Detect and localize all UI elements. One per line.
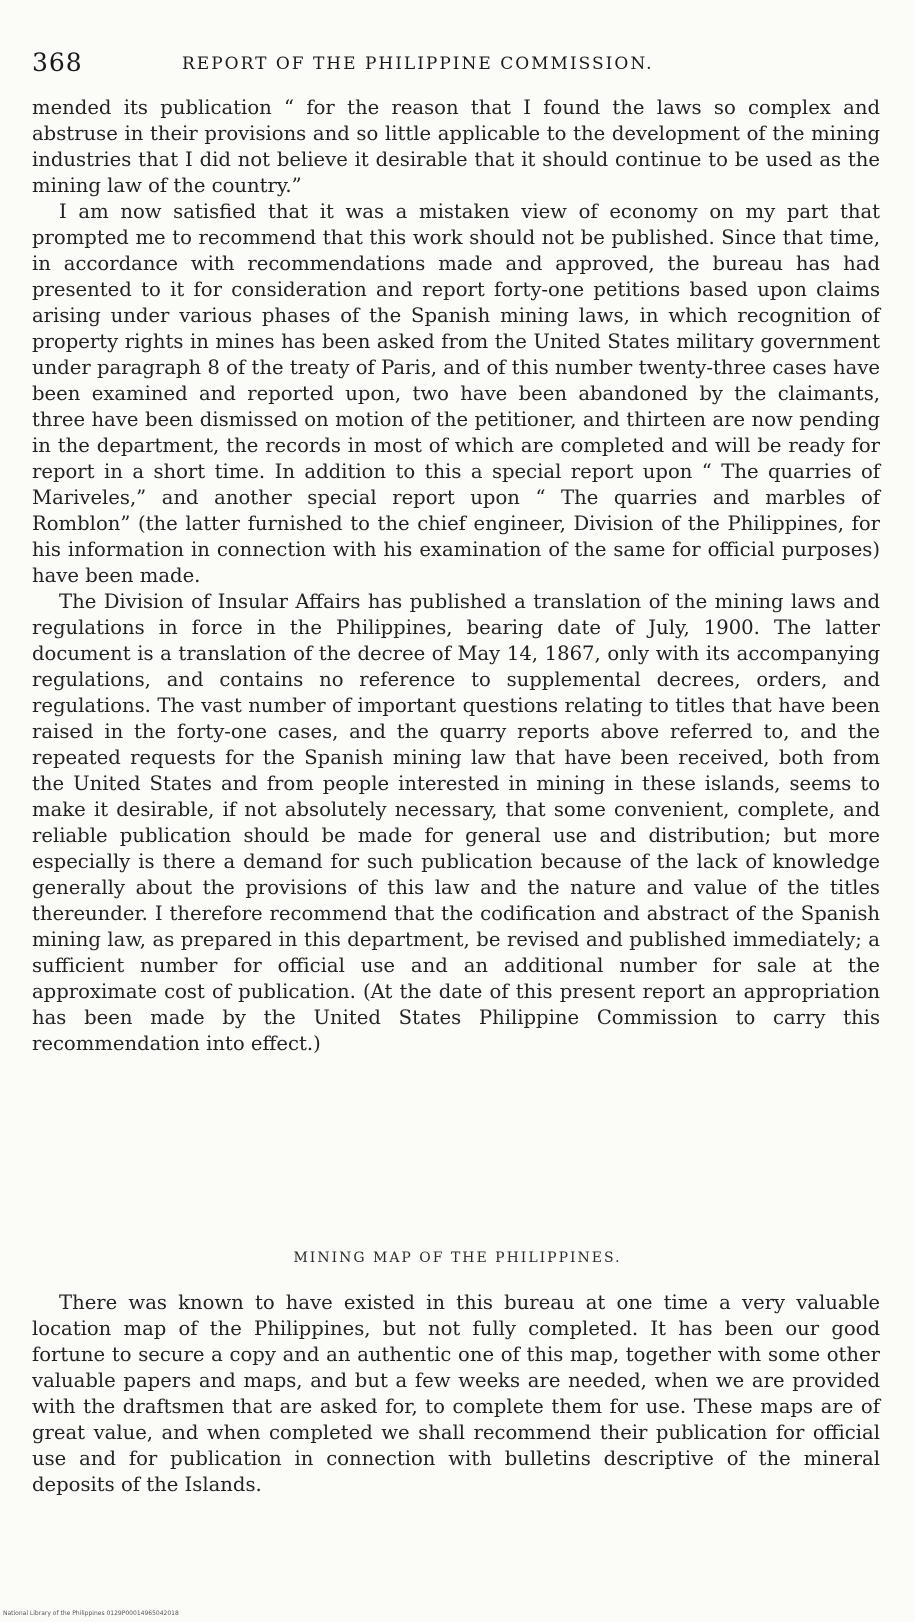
section-body-text — [32, 1290, 880, 1498]
page-number: 368 — [32, 48, 83, 77]
paragraph-insular-affairs: The Division of Insular Affairs has published a translation of the mining laws and regulations in force in the Philippines, bearing date of July, 1900. The latter document is a translation of the decree of May 14, 1867, only with its accompanying regulations, and contains no reference to supplemental decrees, orders, and regulations. The vast number of important questions relating to titles that have been raised in the forty-one cases, and the quarry reports above referred to, and the repeated requests for the Spanish mining law that have been received, both from the United States and from people interested in mining in these islands, seems to make it desirable, if not absolutely necessary, that some convenient, complete, and reliable publication should be made for general use and distribution; but more especially is there a demand for such publication because of the lack of knowledge generally about the provisions of this law and the nature and value of the titles thereunder. I therefore recommend that the codification and abstract of the Spanish mining law, as prepared in this department, be revised and published immediately; a sufficient number for official use and an additional number for sale at the approximate cost of publication. (At the date of this present report an appropriation has been made by the United States Philippine Commission to carry this recommendation into effect.) — [32, 590, 880, 1055]
section-heading: MINING MAP OF THE PHILIPPINES. — [293, 1250, 622, 1266]
paragraph-mining-map: There was known to have existed in this bureau at one time a very valuable location map of the Philippines, but not fully completed. It has been our good fortune to secure a copy and an authentic one of this map, together with some other valuable papers and maps, and but a few weeks are needed, when we are provided with the draftsmen that are asked for, to complete them for use. These maps are of great value, and when completed we shall recommend their publication for official use and for publication in connection with bulletins descriptive of the mineral deposits of the Islands. — [32, 1291, 880, 1496]
paragraph-petitions: I am now satisfied that it was a mistaken view of economy on my part that prompted me to recommend that this work should not be published. Since that time, in accordance with recommendations made and approved, the bureau has had presented to it for consideration and report forty-one petitions based upon claims arising under various phases of the Spanish mining laws, in which recognition of property rights in mines has been asked from the United States military government under paragraph 8 of the treaty of Paris, and of this number twenty-three cases have been examined and reported upon, two have been abandoned by the claimants, three have been dismissed on motion of the petitioner, and thirteen are now pending in the department, the records in most of which are completed and will be ready for report in a short time. In addition to this a special report upon “ The quarries of Mariveles,” and another special report upon “ The quarries and marbles of Romblon” (the latter furnished to the chief engineer, Division of the Philippines, for his information in connection with his examination of the same for official purposes) have been made. — [32, 200, 880, 587]
paragraph-continuation: mended its publication “ for the reason that I found the laws so complex and abstruse in their provisions and so little applicable to the development of the mining industries that I did not believe it desirable that it should continue to be used as the mining law of the country.” — [32, 96, 880, 197]
page-header — [32, 44, 872, 84]
main-body-text — [32, 95, 880, 1057]
scan-footer-id: National Library of the Philippines 0129P00014965042018 — [3, 1610, 179, 1617]
running-head: REPORT OF THE PHILIPPINE COMMISSION. — [182, 54, 654, 74]
